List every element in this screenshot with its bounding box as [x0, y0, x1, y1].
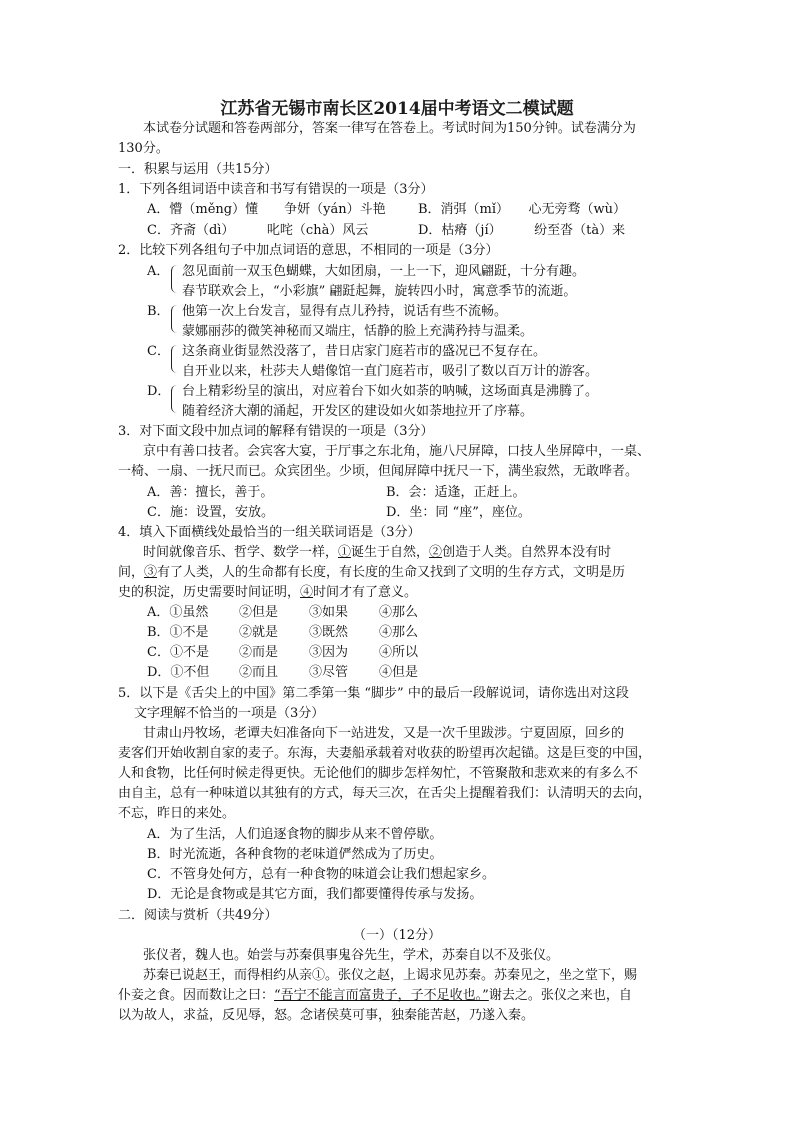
- blank-1: ①: [338, 545, 352, 560]
- exam-title: 江苏省无锡市南长区2014届中考语文二模试题: [220, 99, 574, 119]
- q4-text-line-2: 间，③有了人类，人的生命都有长度，有长度的生命又找到了文明的生存方式，文明是历: [118, 565, 626, 580]
- q2-option-d-sentence-1: 台上精彩纷呈的演出，对应着台下如火如荼的呐喊，这场面真是沸腾了。: [182, 384, 599, 399]
- q2-option-c-label: C．: [147, 344, 170, 359]
- q4-text-line-3: 史的积淀，历史需要时间证明，④时间才有了意义。: [118, 585, 418, 600]
- q5-text-line-5: 不忘，昨日的来处。: [118, 806, 236, 821]
- q4-stem: 4．填入下面横线处最恰当的一组关联词语是（3分）: [118, 525, 421, 540]
- q2-option-d-sentence-2: 随着经济大潮的涌起，开发区的建设如火如荼地拉开了序幕。: [182, 404, 534, 419]
- q1-option-d: D．枯瘠（jí） 纷至沓（tà）来: [418, 223, 626, 238]
- q3-option-d: D．坐：同 “座”，座位。: [386, 505, 531, 520]
- reading-paragraph-2-line-1: 苏秦已说赵王，而得相约从亲①。张仪之赵，上谒求见苏秦。苏秦见之，坐之堂下，赐: [143, 968, 638, 983]
- q2-option-a-sentence-1: 忽见面前一双玉色蝴蝶，大如团扇，一上一下，迎风翩跹，十分有趣。: [182, 264, 586, 279]
- section-2-heading: 二．阅读与赏析（共49分）: [118, 908, 278, 923]
- q1-option-c: C．齐斋（dì） 叱咤（chà）风云: [147, 223, 369, 238]
- q2-option-c-sentence-2: 自开业以来，杜莎夫人蜡像馆一直门庭若市，吸引了数以百万计的游客。: [182, 364, 599, 379]
- q5-option-c: C．不管身处何方，总有一种食物的味道会让我们想起家乡。: [147, 867, 495, 882]
- q2-option-c-sentence-1: 这条商业街显然没落了，昔日店家门庭若市的盛况已不复存在。: [182, 344, 547, 359]
- q4-option-d: D．①不但 ②而且 ③尽管 ④但是: [147, 665, 419, 680]
- q5-stem-line-2: 文字理解不恰当的一项是（3分）: [134, 706, 325, 721]
- q3-stem: 3．对下面文段中加点词的解释有错误的一项是（3分）: [118, 424, 434, 439]
- q2-stem: 2．比较下列各组句子中加点词语的意思，不相同的一项是（3分）: [118, 243, 499, 258]
- reading-paragraph-2-line-3: 以为故人，求益，反见辱，怒。念诸侯莫可事，独秦能苦赵，乃遂入秦。: [118, 1008, 535, 1023]
- reading-paragraph-1: 张仪者，魏人也。始尝与苏秦俱事鬼谷先生，学术，苏秦自以不及张仪。: [143, 948, 560, 963]
- intro-line-1: 本试卷分试题和答卷两部分，答案一律写在答卷上。考试时间为150分钟。试卷满分为: [143, 121, 636, 136]
- blank-2: ②: [429, 545, 443, 560]
- q5-text-line-2: 麦客们开始收割自家的麦子。东海，夫妻船承载着对收获的盼望再次起锚。这是巨变的中国，: [118, 746, 652, 761]
- q5-stem-line-1: 5．以下是《舌尖上的中国》第二季第一集 “脚步” 中的最后一段解说词，请你选出对这段: [118, 686, 629, 701]
- q2-option-d-label: D．: [147, 384, 171, 399]
- blank-4: ④: [300, 585, 314, 600]
- q3-text-line-1: 京中有善口技者。会宾客大宴，于厅事之东北角，施八尺屏障，口技人坐屏障中，一桌、: [143, 444, 651, 459]
- q2-option-c-brace: [171, 345, 178, 373]
- q4-option-b: B．①不是 ②就是 ③既然 ④那么: [147, 625, 419, 640]
- q2-option-a-brace: [171, 265, 178, 293]
- q2-option-d-brace: [171, 385, 178, 413]
- q3-option-b: B．会：适逢，正赶上。: [386, 485, 526, 500]
- q3-option-c: C．施：设置，安放。: [147, 505, 274, 520]
- q2-option-b-brace: [171, 305, 178, 333]
- section-1-heading: 一．积累与运用（共15分）: [118, 162, 278, 177]
- q2-option-a-sentence-2: 春节联欢会上，“小彩旗” 翩跹起舞，旋转四小时，寓意季节的流逝。: [182, 284, 577, 299]
- q2-option-b-label: B．: [147, 304, 170, 319]
- q1-option-b: B．消弭（mǐ） 心无旁骛（wù）: [418, 202, 627, 217]
- q2-option-b-sentence-2: 蒙娜丽莎的微笑神秘而又端庄，恬静的脸上充满矜持与温柔。: [182, 324, 534, 339]
- reading-part-1-heading: （一）（12分）: [352, 928, 442, 943]
- intro-line-2: 130分。: [118, 141, 169, 156]
- q5-option-a: A．为了生活，人们追逐食物的脚步从来不曾停歇。: [147, 827, 443, 842]
- q2-option-a-label: A．: [147, 264, 170, 279]
- q4-option-a: A．①虽然 ②但是 ③如果 ④那么: [147, 605, 419, 620]
- reading-paragraph-2-line-2: 仆妾之食。因而数让之曰：“吾宁不能言而富贵子，子不足收也。”谢去之。张仪之来也，自: [118, 988, 632, 1003]
- q5-text-line-4: 由自主，总有一种味道以其独有的方式，每天三次，在舌尖上提醒着我们：认清明天的去向，: [118, 786, 652, 801]
- q5-option-d: D．无论是食物或是其它方面，我们都要懂得传承与发扬。: [147, 887, 483, 902]
- q2-option-b-sentence-1: 他第一次上台发言，显得有点儿矜持，说话有些不流畅。: [182, 304, 508, 319]
- q5-option-b: B．时光流逝，各种食物的老味道俨然成为了历史。: [147, 847, 443, 862]
- q1-stem: 1．下列各组词语中读音和书写有错误的一项是（3分）: [118, 182, 434, 197]
- q3-text-line-2: 一椅、一扇、一抚尺而已。众宾团坐。少顷，但闻屏障中抚尺一下，满坐寂然，无敢哗者。: [118, 464, 639, 479]
- q4-option-c: C．①不是 ②而是 ③因为 ④所以: [147, 645, 419, 660]
- underlined-quote: “吾宁不能言而富贵子，子不足收也。”: [274, 988, 489, 1003]
- q1-option-a: A．懵（měng）懂 争妍（yán）斗艳: [147, 202, 386, 217]
- q3-option-a: A．善：擅长，善于。: [147, 485, 274, 500]
- blank-3: ③: [144, 565, 158, 580]
- q4-text-line-1: 时间就像音乐、哲学、数学一样，①诞生于自然，②创造于人类。自然界本没有时: [143, 545, 612, 560]
- q5-text-line-1: 甘肃山丹牧场，老谭夫妇准备向下一站进发，又是一次千里跋涉。宁夏固原，回乡的: [143, 726, 625, 741]
- q5-text-line-3: 人和食物，比任何时候走得更快。无论他们的脚步怎样匆忙，不管聚散和悲欢来的有多么不: [118, 766, 639, 781]
